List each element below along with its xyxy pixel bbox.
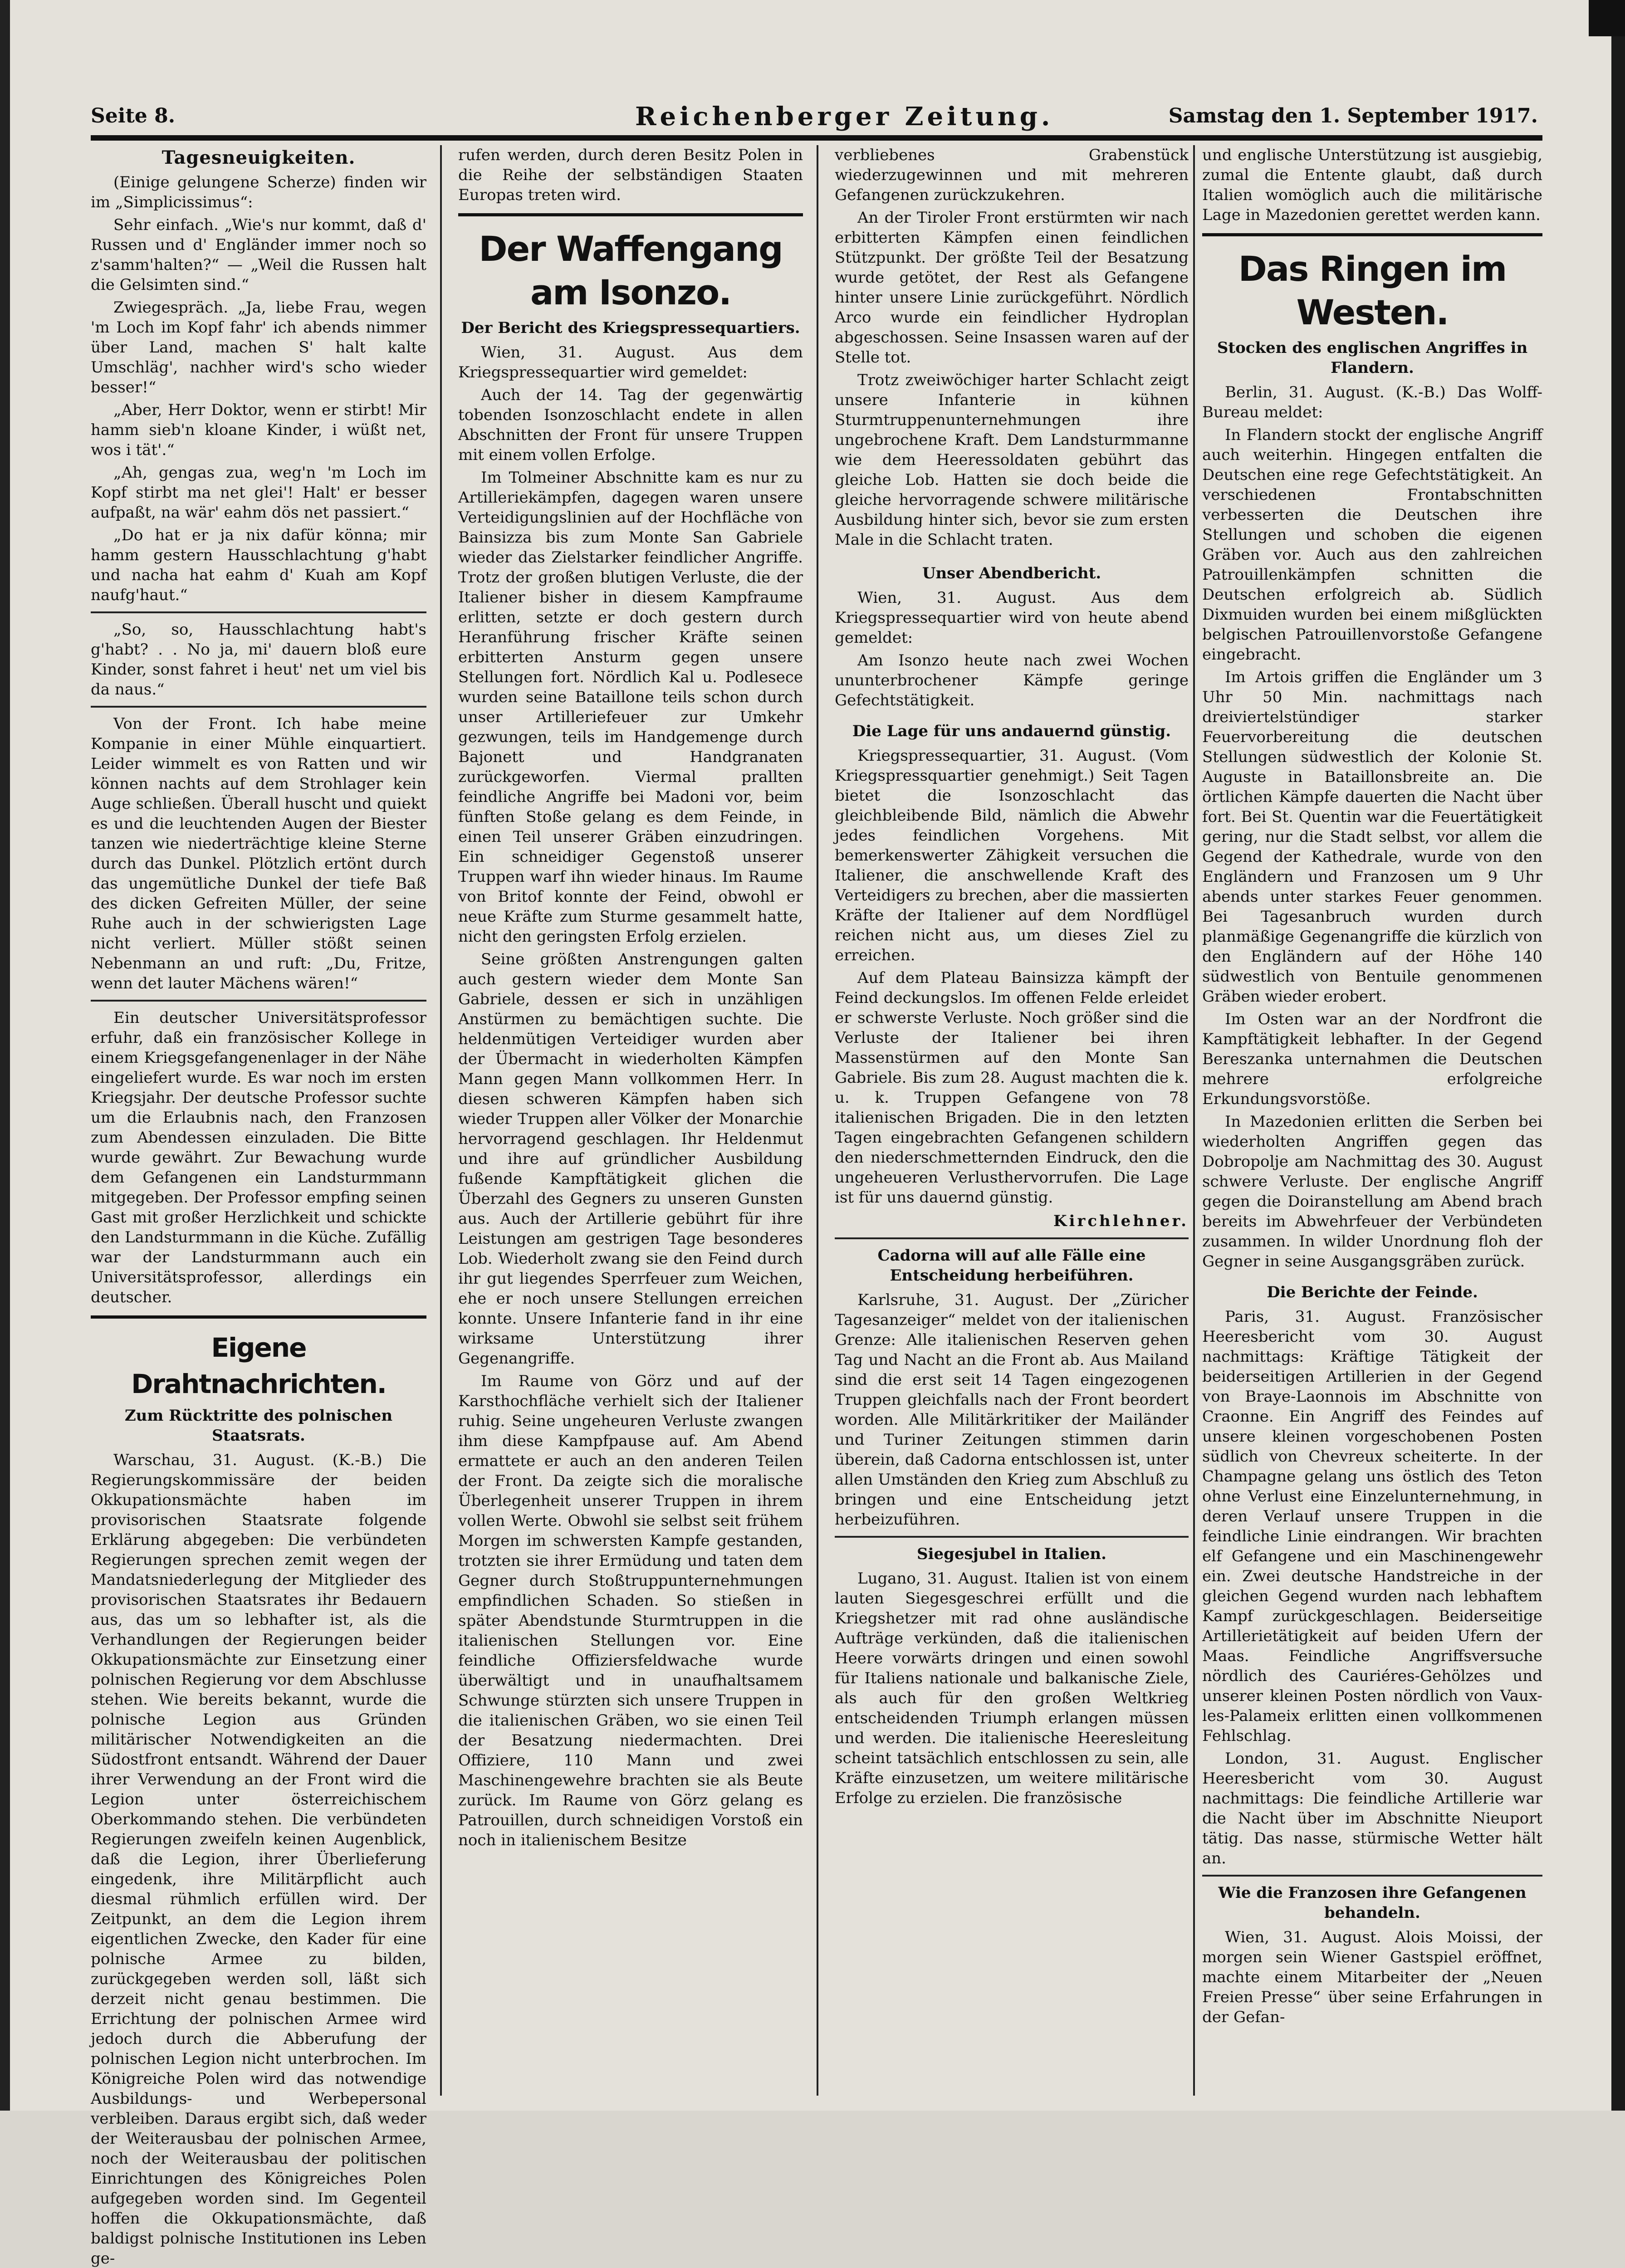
- paragraph: Von der Front. Ich habe meine Kompanie in einer Mühle einquartiert. Leider wimmelt es von Ratten und wir können nachts auf dem Strohlager kein Auge schließen. Überall huscht und quiekt es und die leuchtenden Augen der Biester tanzen wie niederträchtige kleine Sterne durch das Dunkel. Plötzlich ertönt durch das ungemütliche Dunkel der tiefe Baß des dicken Gefreiten Müller, der seine Ruhe auch in der schwierigsten Lage nicht verliert. Müller stößt seinen Nebenmann an und ruft: „Du, Fritze, wenn det lauter Mächens wären!“: [91, 715, 426, 992]
- paragraph: Berlin, 31. August. (K.-B.) Das Wolff-Bureau meldet:: [1202, 383, 1542, 421]
- paragraph: Im Artois griffen die Engländer um 3 Uhr 50 Min. nachmittags nach dreiviertelstündiger starker Feuervorbereitung die deutschen Stellungen südwestlich der Kolonie St. Auguste in Bataillonsbreite an. Die örtlichen Kämpfe dauerten die Nacht über fort. Bei St. Quentin war die Feuertätigkeit gering, nur die Stadt selbst, vor allem die Gegend der Kathedrale, wurde von den Engländern und Franzosen um 9 Uhr abends unter starkes Feuer genommen. Bei Tagesanbruch wurden durch planmäßige Gegenangriffe die kürzlich von den Engländern auf der Höhe 140 südwestlich von Bentuile genommenen Gräben wieder erobert.: [1202, 668, 1542, 1006]
- subheadline: Cadorna will auf alle Fälle eine Entscheidung herbeiführen.: [877, 1246, 1146, 1285]
- divider: [91, 611, 426, 613]
- paragraph: Im Raume von Görz und auf der Karsthochfläche verhielt sich der Italiener ruhig. Seine ungeheuren Verluste zwangen ihm diese Kampfpause auf. Am Abend ermattete er auch an den anderen Teilen der Front. Da zeigte sich die moralische Überlegenheit unserer Truppen in ihrem vollen Werte. Obwohl sie selbst seit frühem Morgen im schwersten Kampfe gestanden, trotzten sie ihrer Ermüdung und taten dem Gegner durch Stoßtruppunternehmungen empfindlichen Schaden. So stießen in später Abendstunde Sturmtruppen in die italienischen Stellungen vor. Eine feindliche Offiziersfeldwache wurde überwältigt und in unaufhaltsamem Schwunge stürzten sich unsere Truppen in die italienischen Gräben, wo sie einen Teil der Besatzung niedermachten. Drei Offiziere, 110 Mann und zwei Maschinengewehre brachten sie als Beute zurück. Im Raume von Görz gelang es Patrouillen, durch schneidigen Vorstoß ein noch in italienischem Besitze: [458, 1372, 803, 1849]
- paragraph: Sehr einfach. „Wie's nur kommt, daß d' Russen und d' Engländer immer noch so z'samm'halten?“ — „Weil die Russen halt die Gelsimten sind.“: [91, 216, 426, 294]
- divider: [835, 1536, 1189, 1538]
- paragraph: Wien, 31. August. Aus dem Kriegspressequartier wird von heute abend gemeldet:: [835, 589, 1189, 647]
- column-rule: [1193, 145, 1195, 2096]
- paragraph: In Mazedonien erlitten die Serben bei wiederholten Angriffen gegen das Dobropolje am Nachmittag des 30. August schwere Verluste. Der englische Angriff gegen die Doiranstellung am Abend brach bereits im Abwehrfeuer der Verbündeten zusammen. In wilder Unordnung floh der Gegner in seine Ausgangsgräben zurück.: [1202, 1113, 1542, 1271]
- paragraph: Seine größten Anstrengungen galten auch gestern wieder dem Monte San Gabriele, dessen er sich in unzähligen Anstürmen zu bemächtigen suchte. Die heldenmütigen Verteidiger wurden aber der Übermacht in wiederholten Kämpfen Mann gegen Mann vollkommen Herr. In diesen schweren Kämpfen haben sich wieder Truppen aller Völker der Monarchie hervorragend geschlagen. Ihr Heldenmut und ihre auf gründlicher Ausbildung fußende Kampftätigkeit glichen die Überzahl des Gegners zu unseren Gunsten aus. Auch der Artillerie gebührt für ihre Leistungen am gestrigen Tage besonderes Lob. Wiederholt zwang sie den Feind durch ihr gut liegendes Sperrfeuer zum Weichen, ehe er noch unsere Stellungen erreichen konnte. Unsere Infanterie fand in ihr eine wirksame Unterstützung ihrer Gegenangriffe.: [458, 950, 803, 1368]
- paragraph: In Flandern stockt der englische Angriff auch weiterhin. Hingegen entfalten die Deutschen eine rege Gefechtstätigkeit. An verschiedenen Frontabschnitten verbesserten die Deutschen ihre Stellungen und schoben die eigenen Gräben vor. Auch aus den zahlreichen Patrouillenkämpfen schnitten die Deutschen erfolgreich ab. Südlich Dixmuiden wurden bei einem mißglückten belgischen Patrouillenvorstoße Gefangene eingebracht.: [1202, 426, 1542, 664]
- column-2: [458, 145, 803, 2096]
- issue-date: Samstag den 1. September 1917.: [1168, 104, 1538, 127]
- paragraph: „Do hat er ja nix dafür könna; mir hamm gestern Hausschlachtung g'habt und nacha hat eahm d' Kuah am Kopf naufg'haut.“: [91, 526, 426, 604]
- paragraph: Am Isonzo heute nach zwei Wochen ununterbrochener Kämpfe geringe Gefechtstätigkeit.: [835, 651, 1189, 709]
- divider-thick: [458, 213, 803, 216]
- page-number: Seite 8.: [91, 104, 176, 127]
- subheadline: Siegesjubel in Italien.: [917, 1545, 1106, 1563]
- column-3: [835, 145, 1189, 2096]
- headline-waffengang-am-isonzo: Der Waffengang am Isonzo.: [479, 229, 783, 313]
- column-1: [91, 145, 426, 2268]
- paragraph: Kriegspressequartier, 31. August. (Vom Kriegspressquartier genehmigt.) Seit Tagen bietet die Isonzoschlacht das gleichbleibende Bild, nämlich die Abwehr jedes feindlichen Vorgehens. Mit bemerkenswerter Zähigkeit versuchen die Italiener, die anschwellende Kraft des Verteidigers zu brechen, aber die massierten Kräfte der Italiener auf dem Nordflügel reichen nicht aus, um dieses Ziel zu erreichen.: [835, 747, 1189, 964]
- paragraph: rufen werden, durch deren Besitz Polen in die Reihe der selbständigen Staaten Europas treten wird.: [458, 146, 803, 204]
- divider-thick: [1202, 233, 1542, 236]
- section-title-tagesneuigkeiten: Tagesneuigkeiten.: [162, 147, 356, 168]
- paragraph: Karlsruhe, 31. August. Der „Züricher Tagesanzeiger“ meldet von der italienischen Grenze: Alle italienischen Reserven gehen Tag und Nacht an die Front ab. Aus Mailand sind die erst seit 14 Tagen eingezogenen Truppen gleichfalls nach der Front beordert worden. Alle Militärkritiker der Mailänder und Turiner Zeitungen stimmen darin überein, daß Cadorna entschlossen ist, unter allen Umständen den Krieg zum Abschluß zu bringen und eine Entscheidung jetzt herbeizuführen.: [835, 1291, 1189, 1529]
- paragraph: Trotz zweiwöchiger harter Schlacht zeigt unsere Infanterie in kühnen Sturmtruppenunternehmungen ihre ungebrochene Kraft. Dem Landsturmmanne wie dem Heeressoldaten gebührt das gleiche Lob. Hatten sie doch beide die gleiche hervorragende schwere militärische Ausbildung hinter sich, bevor sie zum ersten Male in die Schlacht traten.: [835, 371, 1189, 549]
- paragraph: Wien, 31. August. Alois Moissi, der morgen sein Wiener Gastspiel eröffnet, machte einem Mitarbeiter der „Neuen Freien Presse“ über seine Erfahrungen in der Gefan-: [1202, 1928, 1542, 2026]
- subheadline: Der Bericht des Kriegspressequartiers.: [461, 319, 800, 337]
- paragraph: Paris, 31. August. Französischer Heeresbericht vom 30. August nachmittags: Kräftige Tätigkeit der beiderseitigen Artillerien in der Gegend von Braye-Laonnois im Abschnitte von Craonne. Ein Angriff des Feindes auf unsere kleinen vorgeschobenen Posten südlich von Chevreux scheiterte. In der Champagne gelang uns östlich des Teton ohne Verlust eine Einzelunternehmung, in deren Verlauf unsere Truppen in die feindliche Linie eindrangen. Wir brachten elf Gefangene und ein Maschinengewehr ein. Zwei deutsche Handstreiche in der gleichen Gegend wurden nach lebhaftem Kampf zurückgeschlagen. Beiderseitige Artillerietätigkeit auf beiden Ufern der Maas. Feindliche Angriffsversuche nördlich des Cauriéres-Gehölzes und unserer kleinen Posten nördlich von Vaux-les-Palameix erlitten einen vollkommenen Fehlschlag.: [1202, 1308, 1542, 1745]
- paragraph: An der Tiroler Front erstürmten wir nach erbitterten Kämpfen einen feindlichen Stützpunkt. Der größte Teil der Besatzung wurde getötet, der Rest als Gefangene hinter unsere Linie zurückgeführt. Nördlich Arco wurde ein feindlicher Hydroplan abgeschossen. Seine Insassen waren auf der Stelle tot.: [835, 209, 1189, 367]
- paragraph: (Einige gelungene Scherze) finden wir im „Simplicissimus“:: [91, 173, 426, 211]
- paragraph: Wien, 31. August. Aus dem Kriegspressequartier wird gemeldet:: [458, 343, 803, 381]
- headline-eigene-drahtnachrichten: Eigene Drahtnachrichten.: [131, 1332, 386, 1399]
- divider: [1202, 1875, 1542, 1877]
- subheadline: Unser Abendbericht.: [922, 564, 1101, 582]
- paragraph: „Ah, gengas zua, weg'n 'm Loch im Kopf stirbt ma net glei'! Halt' er besser aufpaßt, na wär' eahm dös net passiert.“: [91, 464, 426, 522]
- divider: [835, 1237, 1189, 1239]
- paragraph: London, 31. August. Englischer Heeresbericht vom 30. August nachmittags: Die feindliche Artillerie war die Nacht über im Abschnitte Nieuport tätig. Das nasse, stürmische Wetter hält an.: [1202, 1750, 1542, 1867]
- subheadline: Stocken des englischen Angriffes in Flandern.: [1217, 339, 1528, 377]
- scan-edge-left: [0, 0, 10, 2111]
- column-4: [1202, 145, 1542, 2096]
- paragraph: und englische Unterstützung ist ausgiebig, zumal die Entente glaubt, daß durch Italien womöglich auch die militärische Lage in Mazedonien gerettet werden kann.: [1202, 146, 1542, 224]
- divider: [91, 706, 426, 708]
- paragraph: Im Osten war an der Nordfront die Kampftätigkeit lebhafter. In der Gegend Bereszanka unternahmen die Deutschen mehrere erfolgreiche Erkundungsvorstöße.: [1202, 1010, 1542, 1108]
- subheadline: Wie die Franzosen ihre Gefangenen behandeln.: [1218, 1884, 1527, 1922]
- paragraph: Im Tolmeiner Abschnitte kam es nur zu Artilleriekämpfen, dagegen waren unsere Verteidigungslinien auf der Hochfläche von Bainsizza bis zum Monte San Gabriele wieder das Zielstarker feindlicher Angriffe. Trotz der großen blutigen Verluste, die der Italiener bisher in diesem Kampfraume erlitten, setzte er doch gestern durch Heranführung frischer Kräfte seinen erbitterten Ansturm gegen unsere Stellungen fort. Nördlich Kal u. Podlesece wurden seine Bataillone teils schon durch unser Artilleriefeuer zur Umkehr gezwungen, teils im Handgemenge durch Bajonett und Handgranaten zurückgeworfen. Viermal prallten feindliche Angriffe bei Madoni vor, beim fünften Stoße gelang es dem Feinde, in einen Teil unserer Gräben einzudringen. Ein schneidiger Gegenstoß unserer Truppen warf ihn wieder hinaus. Im Raume von Britof konnte der Feind, obwohl er neue Kräfte zum Sturme gesammelt hatte, nicht den geringsten Erfolg erzielen.: [458, 469, 803, 946]
- scan-corner: [1589, 0, 1625, 36]
- subheadline: Zum Rücktritte des polnischen Staatsrats.: [124, 1407, 393, 1445]
- headline-ringen-im-westen: Das Ringen im Westen.: [1238, 249, 1507, 332]
- paragraph: Warschau, 31. August. (K.-B.) Die Regierungskommissäre der beiden Okkupationsmächte haben im provisorischen Staatsrate folgende Erklärung abgegeben: Die verbündeten Regierungen sprechen zemit wegen der Mandatsniederlegung der Mitglieder des provisorischen Staatsrates ihr Bedauern aus, das um so lebhafter ist, als die Verhandlungen der Regierungen beider Okkupationsmächte zur Einsetzung einer polnischen Regierung vor dem Abschlusse stehen. Wie bereits bekannt, wurde die polnische Legion aus Gründen militärischer Notwendigkeiten an die Südostfront entsandt. Während der Dauer ihrer Verwendung an der Front wird die Legion unter österreichischem Oberkommando stehen. Die verbündeten Regierungen zweifeln keinen Augenblick, daß die Legion, ihrer Überlieferung eingedenk, ihre Militärpflicht auch diesmal rühmlich erfüllen wird. Der Zeitpunkt, an dem die Legion ihrem eigentlichen Zwecke, den Kader für eine polnische Armee zu bilden, zurückgegeben werden soll, läßt sich derzeit nicht genau bestimmen. Die Errichtung der polnischen Armee wird jedoch durch die Abberufung der polnischen Legion nicht unterbrochen. Im Königreiche Polen wird das notwendige Ausbildungs- und Werbepersonal verbleiben. Daraus ergibt sich, daß weder der Weiterausbau der polnischen Armee, noch der Weiterausbau der politischen Einrichtungen des Königreiches Polen aufgegeben worden sind. Im Gegenteil hoffen die Okkupationsmächte, daß baldigst polnische Institutionen ins Leben ge-: [91, 1451, 426, 2268]
- paragraph: „So, so, Hausschlachtung habt's g'habt? . . No ja, mi' dauern bloß eure Kinder, sonst fahret i heut' net um viel bis da naus.“: [91, 621, 426, 699]
- paragraph: Zwiegespräch. „Ja, liebe Frau, wegen 'm Loch im Kopf fahr' ich abends nimmer über Land, machen S' halt kalte Umschläg', nachher wird's scho wieder besser!“: [91, 298, 426, 396]
- paragraph: Auf dem Plateau Bainsizza kämpft der Feind deckungslos. Im offenen Felde erleidet er schwerste Verluste. Noch größer sind die Verluste der Italiener bei ihren Massenstürmen auf den Monte San Gabriele. Bis zum 28. August machten die k. u. k. Truppen Gefangene von 78 italienischen Brigaden. Die in den letzten Tagen eingebrachten Gefangenen schildern den niederschmetternden Eindruck, den die ungeheueren Verlusthervorrufen. Die Lage ist für uns dauernd günstig.: [835, 969, 1189, 1207]
- header-rule: [91, 135, 1542, 141]
- newspaper-title: Reichenberger Zeitung.: [635, 102, 1054, 132]
- column-rule: [440, 145, 442, 2096]
- paragraph: Lugano, 31. August. Italien ist von einem lauten Siegesgeschrei erfüllt und die Kriegshetzer mit rad ohne ausländische Aufträge verkünden, daß die italienischen Heere vorwärts dringen und einen sowohl für Italiens nationale und balkanische Ziele, als auch für den großen Weltkrieg entscheidenden Triumph erlangen müssen und werden. Die italienische Heeresleitung scheint tatsächlich entschlossen zu sein, alle Kräfte einzusetzen, um weitere militärische Erfolge zu erzielen. Die französische: [835, 1569, 1189, 1807]
- page-header: [91, 95, 1538, 136]
- signature: Kirchlehner.: [1053, 1212, 1189, 1230]
- paragraph: „Aber, Herr Doktor, wenn er stirbt! Mir hamm sieb'n kloane Kinder, i wüßt net, wos i tät'.“: [91, 401, 426, 459]
- scan-edge-right: [1611, 0, 1625, 2111]
- subheadline: Die Berichte der Feinde.: [1267, 1283, 1478, 1301]
- paragraph: verbliebenes Grabenstück wiederzugewinnen und mit mehreren Gefangenen zurückzukehren.: [835, 146, 1189, 204]
- divider: [91, 1000, 426, 1002]
- column-rule: [817, 145, 818, 2096]
- paragraph: Auch der 14. Tag der gegenwärtig tobenden Isonzoschlacht endete in allen Abschnitten der Front für unsere Truppen mit einem vollen Erfolge.: [458, 386, 803, 464]
- divider-thick: [91, 1315, 426, 1319]
- paragraph: Ein deutscher Universitätsprofessor erfuhr, daß ein französischer Kollege in einem Kriegsgefangenenlager in der Nähe eingeliefert wurde. Es war noch im ersten Kriegsjahr. Der deutsche Professor suchte um die Erlaubnis nach, den Franzosen zum Abendessen einzuladen. Die Bitte wurde gewährt. Zur Bewachung wurde dem Gefangenen ein Landsturmmann mitgegeben. Der Professor empfing seinen Gast mit großer Herzlichkeit und schickte den Landsturmmann in die Küche. Zufällig war der Landsturmmann auch ein Universitätsprofessor, allerdings ein deutscher.: [91, 1009, 426, 1306]
- subheadline: Die Lage für uns andauernd günstig.: [852, 722, 1171, 740]
